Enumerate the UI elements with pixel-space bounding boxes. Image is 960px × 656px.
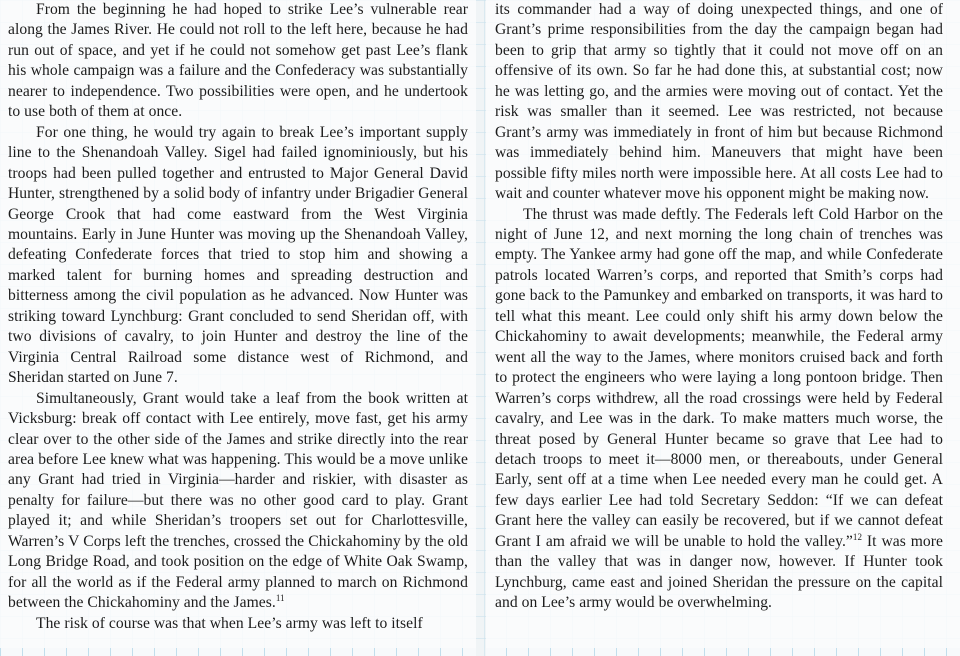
right-paragraph-2 <box>495 205 943 614</box>
left-paragraph-1 <box>8 0 468 123</box>
page-gutter <box>476 0 486 656</box>
left-paragraph-2 <box>8 123 468 389</box>
footnote-marker-12: 12 <box>852 531 862 542</box>
left-paragraph-1-text: From the beginning he had hoped to strike Lee’s vulnerable rear along the James River. He could not roll to the left here, because he had run out of space, and yet if he could not somehow get past Lee’s flank his whole campaign was a failure and the Confederacy was substantially nearer to independence. Two possibilities were open, and he undertook to use both of them at once. <box>8 1 468 121</box>
left-paragraph-2-text: For one thing, he would try again to break Lee’s important supply line to the Shenandoah Valley. Sigel had failed ignominiously, but his troops had been pulled together and entrusted to Major General David Hunter, strengthened by a solid body of infantry under Brigadier General George Crook that had come eastward from the West Virginia mountains. Early in June Hunter was moving up the Shenandoah Valley, defeating Confederate forces that tried to stop him and showing a marked talent for burning homes and spreading destruction and bitterness among the civil population as he advanced. Now Hunter was striking toward Lynchburg: Grant concluded to send Sheridan off, with two divisions of cavalry, to join Hunter and destroy the line of the Virginia Central Railroad some distance west of Richmond, and Sheridan started on June 7. <box>8 123 468 387</box>
left-paragraph-3 <box>8 389 468 614</box>
right-page <box>486 0 960 648</box>
left-paragraph-4-text: The risk of course was that when Lee’s army was left to itself <box>36 614 423 632</box>
right-text-column <box>495 0 943 614</box>
right-paragraph-1-text: its commander had a way of doing unexpected things, and one of Grant’s prime responsibilities from the day the campaign began had been to grip that army so tightly that it could not move off on an offensive of its own. So far he had done this, at substantial cost; now he was letting go, and the armies were moving out of contact. Yet the risk was smaller than it seemed. Lee was restricted, not because Grant’s army was immediately in front of him but because Richmond was immediately behind him. Maneuvers that might have been possible fifty miles north were impossible here. At all costs Lee had to wait and counter whatever move his opponent might be making now. <box>495 1 943 203</box>
left-page <box>0 0 476 648</box>
right-paragraph-2-tail: It was more than the valley that was in danger now, however. If Hunter took Lynchburg, came east and joined Sheridan the pressure on the capital and on Lee’s army would be overwhelming. <box>495 532 943 612</box>
left-text-column <box>8 0 468 634</box>
right-paragraph-2-text: The thrust was made deftly. The Federals left Cold Harbor on the night of June 12, and next morning the long chain of trenches was empty. The Yankee army had gone off the map, and while Confederate patrols located Warren’s corps, and reported that Smith’s corps had gone back to the Pamunkey and embarked on transports, it was hard to tell what this meant. Lee could only shift his army down below the Chickahominy to await developments; meanwhile, the Federal army went all the way to the James, where monitors cruised back and forth to protect the engineers who were laying a long pontoon bridge. Then Warren’s corps withdrew, all the road crossings were held by Federal cavalry, and Lee was in the dark. To make matters much worse, the threat posed by General Hunter became so grave that Lee had to detach troops to meet it—8000 men, or thereabouts, under General Early, sent off at a time when Lee needed every man he could get. A few days earlier Lee had told Secretary Seddon: “If we can defeat Grant here the valley can easily be recovered, but if we cannot defeat Grant I am afraid we will be unable to hold the valley.” <box>495 205 943 550</box>
left-paragraph-4 <box>8 614 468 634</box>
right-paragraph-1 <box>495 0 943 205</box>
left-paragraph-3-text: Simultaneously, Grant would take a leaf from the book written at Vicksburg: break off contact with Lee entirely, move fast, get his army clear over to the other side of the James and strike directly into the rear area before Lee knew what was happening. This would be a move unlike any Grant had tried in Virginia—harder and riskier, with disaster as penalty for failure—but there was no other good card to play. Grant played it; and while Sheridan’s troopers set out for Charlottesville, Warren’s V Corps left the trenches, crossed the Chickahominy by the old Long Bridge Road, and took position on the edge of White Oak Swamp, for all the world as if the Federal army planned to march on Richmond between the Chickahominy and the James. <box>8 389 468 612</box>
footnote-marker-11: 11 <box>275 593 285 604</box>
